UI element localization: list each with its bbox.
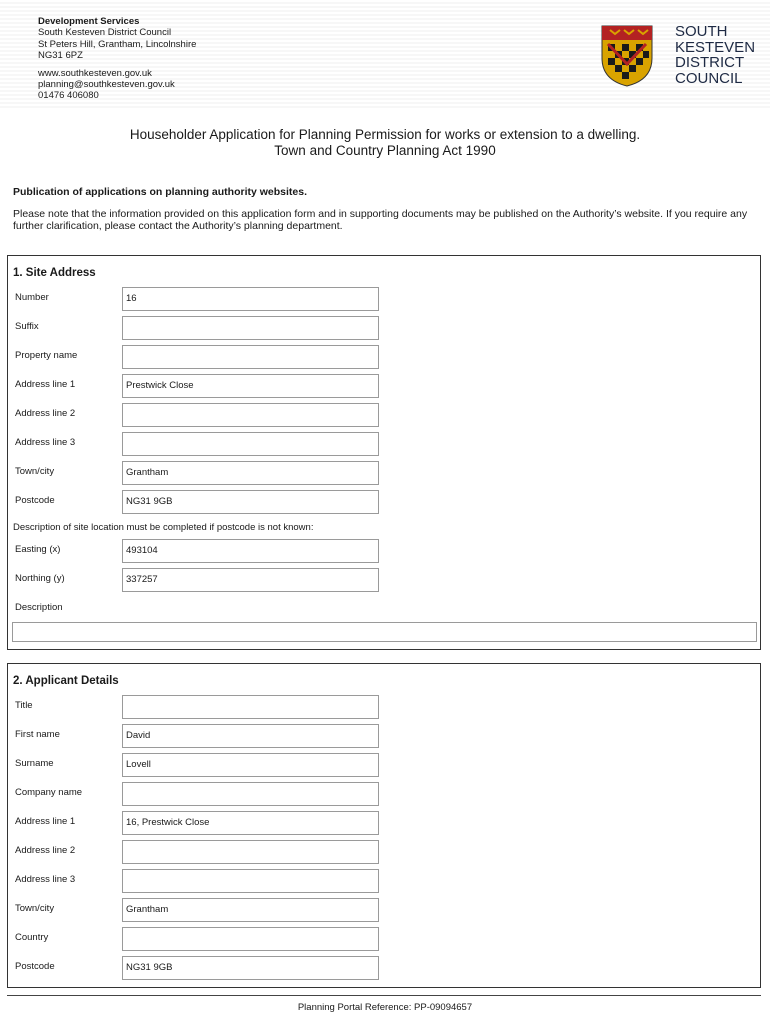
field-row	[8, 956, 760, 980]
field-row	[8, 753, 760, 777]
email-link[interactable]: planning@southkesteven.gov.uk	[38, 79, 175, 91]
country-field[interactable]	[122, 927, 379, 951]
field-row	[8, 695, 760, 719]
field-label: Property name	[15, 350, 78, 361]
northing-field[interactable]: 337257	[122, 568, 379, 592]
council-crest-icon	[600, 24, 654, 88]
field-label: Address line 1	[15, 816, 76, 827]
address-line-2-field[interactable]	[122, 840, 379, 864]
field-row	[8, 782, 760, 806]
field-label: Company name	[15, 787, 83, 798]
address-line-1-field[interactable]: 16, Prestwick Close	[122, 811, 379, 835]
phone-number: 01476 406080	[38, 90, 99, 102]
suffix-field[interactable]	[122, 316, 379, 340]
org-line: NG31 6PZ	[38, 50, 83, 62]
field-label: Number	[15, 292, 49, 303]
org-line: South Kesteven District Council	[38, 27, 172, 39]
field-row	[8, 898, 760, 922]
section-title: 2. Applicant Details	[13, 675, 119, 687]
field-label: Address line 2	[15, 845, 76, 856]
field-row	[8, 432, 760, 456]
address-line-3-field[interactable]	[122, 432, 379, 456]
field-label: Northing (y)	[15, 573, 65, 584]
planning-portal-reference: Planning Portal Reference: PP-09094657	[297, 1002, 473, 1013]
organisation-address	[38, 16, 196, 102]
field-label: Country	[15, 932, 49, 943]
field-label: Address line 1	[15, 379, 76, 390]
field-row	[8, 724, 760, 748]
publication-heading: Publication of applications on planning authority websites.	[13, 186, 308, 198]
field-label: Title	[15, 700, 33, 711]
field-row	[8, 869, 760, 893]
field-row	[8, 345, 760, 369]
field-label: Easting (x)	[15, 544, 61, 555]
field-label: Description	[15, 602, 63, 613]
location-note: Description of site location must be completed if postcode is not known:	[13, 522, 314, 533]
field-label: Postcode	[15, 961, 55, 972]
field-label: Postcode	[15, 495, 55, 506]
form-subtitle: Town and Country Planning Act 1990	[274, 143, 496, 158]
website-link[interactable]: www.southkesteven.gov.uk	[38, 67, 152, 79]
field-row	[8, 287, 760, 311]
publication-text: Please note that the information provided on this application form and in supporting documents may be published on the Authority’s website. If you require any further clarification, please contact the Authority’s planning department.	[13, 208, 748, 232]
field-row	[8, 539, 760, 563]
easting-field[interactable]: 493104	[122, 539, 379, 563]
postcode-field[interactable]: NG31 9GB	[122, 956, 379, 980]
footer-divider	[7, 995, 761, 996]
field-row	[8, 490, 760, 514]
surname-field[interactable]: Lovell	[122, 753, 379, 777]
field-label: Suffix	[15, 321, 39, 332]
field-label: First name	[15, 729, 60, 740]
field-label: Address line 3	[15, 874, 76, 885]
postcode-field[interactable]: NG31 9GB	[122, 490, 379, 514]
field-row	[8, 374, 760, 398]
field-row	[8, 811, 760, 835]
field-row	[8, 316, 760, 340]
applicant-details-section	[7, 663, 761, 988]
field-label: Address line 3	[15, 437, 76, 448]
site-address-section	[7, 255, 761, 650]
section-title: 1. Site Address	[13, 267, 96, 279]
description-field[interactable]	[12, 622, 757, 642]
property-name-field[interactable]	[122, 345, 379, 369]
title-field[interactable]	[122, 695, 379, 719]
town-city-field[interactable]: Grantham	[122, 461, 379, 485]
field-row	[8, 568, 760, 592]
field-row	[8, 403, 760, 427]
number-field[interactable]: 16	[122, 287, 379, 311]
town-city-field[interactable]: Grantham	[122, 898, 379, 922]
org-line: Development Services	[38, 16, 140, 27]
form-title: Householder Application for Planning Permission for works or extension to a dwelling.	[129, 127, 641, 142]
address-line-3-field[interactable]	[122, 869, 379, 893]
org-line: St Peters Hill, Grantham, Lincolnshire	[38, 38, 197, 50]
first-name-field[interactable]: David	[122, 724, 379, 748]
field-label: Address line 2	[15, 408, 76, 419]
council-name: SOUTH KESTEVEN DISTRICT COUNCIL	[675, 23, 756, 87]
field-label: Town/city	[15, 903, 55, 914]
field-row	[8, 927, 760, 951]
field-row	[8, 840, 760, 864]
field-label: Surname	[15, 758, 54, 769]
address-line-2-field[interactable]	[122, 403, 379, 427]
address-line-1-field[interactable]: Prestwick Close	[122, 374, 379, 398]
field-label: Town/city	[15, 466, 55, 477]
field-row	[8, 461, 760, 485]
company-name-field[interactable]	[122, 782, 379, 806]
